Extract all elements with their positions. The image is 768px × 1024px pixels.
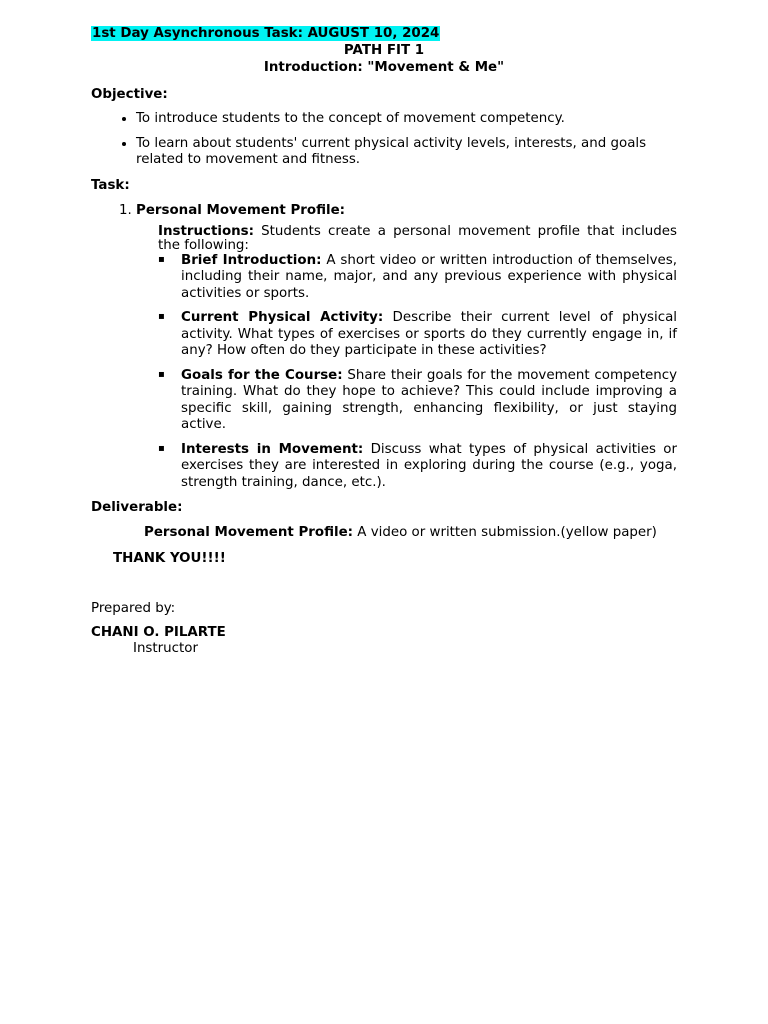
thank-you: THANK YOU!!!! (113, 550, 226, 566)
course-title: PATH FIT 1 (343, 43, 425, 58)
objective-list (91, 111, 677, 169)
instructor-role: Instructor (133, 640, 198, 656)
task-list (91, 202, 677, 492)
bullet-item (158, 310, 677, 360)
objective-item: • To introduce students to the concept of movement competency. (136, 111, 677, 128)
objective-item: • To learn about students' current physical activity levels, interests, and goals related to movement and fitness. (136, 136, 677, 169)
square-bullet-icon: ▪ (158, 368, 165, 380)
deliverable-heading: Deliverable: (91, 500, 183, 515)
bullet-text: A short video or written introduction of themselves, including their name, major, and any previous experience with physical activities or sports. (181, 252, 677, 301)
instructions (158, 225, 677, 253)
bullet-label: Goals for the Course: (181, 367, 343, 383)
bullet-text: Discuss what types of physical activities or exercises they are interested in exploring during the course (e.g., yoga, strength training, dance, etc.). (181, 441, 677, 490)
bullet-item (158, 367, 678, 434)
highlighted-title: 1st Day Asynchronous Task: AUGUST 10, 2024 (92, 26, 440, 41)
intro-title: Introduction: "Movement & Me" (263, 60, 505, 75)
deliverable-body: A video or written submission.(yellow paper) (353, 525, 657, 540)
prepared-by: Prepared by: (91, 600, 176, 616)
objective-heading: Objective: (91, 87, 168, 102)
profile-bullets (136, 253, 677, 492)
task-title: Personal Movement Profile: (136, 202, 346, 218)
bullet-label: Current Physical Activity: (181, 310, 384, 325)
bullet-text: Share their goals for the movement competency training. What do they hope to achieve? This could include improving a specific skill, gaining strength, enhancing flexibility, or just staying active. (181, 367, 678, 432)
deliverable-label: Personal Movement Profile: (144, 525, 354, 540)
bullet-item (158, 441, 677, 492)
bullet-label: Brief Introduction: (181, 252, 322, 268)
square-bullet-icon: ▪ (158, 253, 165, 265)
document-page (91, 25, 677, 657)
bullet-label: Interests in Movement: (181, 441, 364, 457)
task-item (136, 202, 677, 492)
instructions-text: Students create a personal movement profile that includes the following: (158, 223, 677, 253)
square-bullet-icon: ▪ (158, 311, 165, 322)
task-date-title (91, 25, 677, 42)
bullet-item (158, 252, 677, 303)
instructor-name: CHANI O. PILARTE (91, 624, 226, 640)
square-bullet-icon: ▪ (158, 442, 165, 454)
deliverable-text (91, 525, 677, 542)
bullet-text: Describe their current level of physical activity. What types of exercises or sports do they currently engage in, if any? How often do they participate in these activities? (181, 310, 677, 358)
task-heading: Task: (91, 177, 130, 193)
instructions-label: Instructions: (158, 223, 255, 239)
